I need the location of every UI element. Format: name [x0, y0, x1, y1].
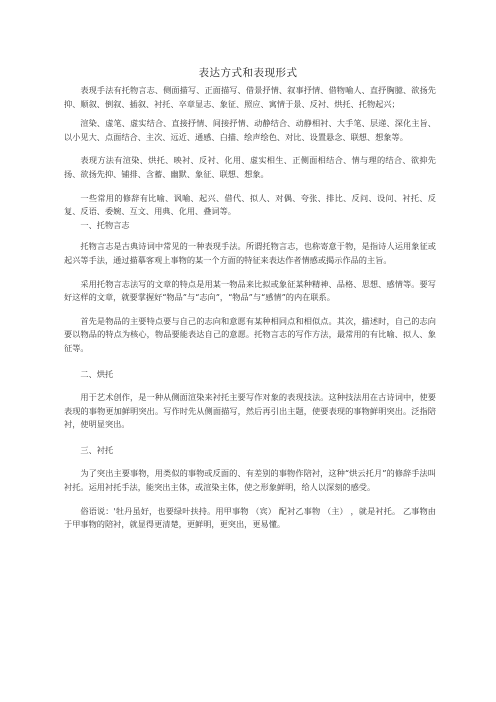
- heading-section-3: 三、衬托: [80, 444, 114, 455]
- paragraph-hongtuo: 用于艺术创作，是一种从侧面渲染来衬托主要写作对象的表现技法。这种技法用在古诗词中，使要表现的事物更加鲜明突出。写作时先从侧面描写，然后再引出主题，使要表现的事物鲜明突出。泛指陪衬，使明显突出。: [64, 392, 436, 430]
- heading-section-2: 二、烘托: [80, 368, 114, 379]
- paragraph-chentuo-proverb: 俗语说：'牡丹虽好，也要绿叶扶持。用甲事物 （宾） 配衬乙事物 （主） ，就是衬托。 乙事物由于甲事物的陪衬，就显得更清楚，更鲜明，更突出，更易懂。: [64, 505, 436, 530]
- paragraph-rhetoric: 一些常用的修辞有比喻、讽喻、起兴、借代、拟人、对偶、夸张、排比、反问、设问、衬托、反复、反语、委婉、互文、用典、化用、叠词等。: [64, 192, 436, 217]
- paragraph-tuowu-method: 首先是物品的主要特点要与自己的志向和意愿有某种相同点和相似点。其次，描述时，自己的志向要以物品的特点为核心，物品要能表达自己的意愿。托物言志的写作方法，最常用的有比喻、拟人、象征等。: [64, 315, 436, 353]
- paragraph-tuowu-features: 采用托物言志法写的文章的特点是用某一物品来比拟或象征某种精神、品格、思想、感情等。要写好这样的文章，就要掌握好“物品”与“志向”，“物品”与“感情”的内在联系。: [64, 278, 436, 303]
- paragraph-techniques: 表现手法有托物言志、侧面描写、正面描写、借景抒情、叙事抒情、借物喻人、直抒胸臆、欲扬先抑、顺叙、倒叙、插叙、衬托、卒章显志、象征、照应、寓情于景、反衬、烘托、托物起兴；: [64, 85, 436, 109]
- document-title: 表达方式和表现形式: [198, 67, 298, 79]
- paragraph-tuowu-definition: 托物言志是古典诗词中常见的一种表现手法。所谓托物言志，也称寄意于物，是指诗人运用象征或起兴等手法，通过描摹客观上事物的某一个方面的特征来表达作者情感或揭示作品的主旨。: [64, 241, 436, 265]
- document-body: [64, 84, 436, 542]
- paragraph-chentuo: 为了突出主要事物，用类似的事物或反面的、有差别的事物作陪衬，这种“烘云托月”的修辞手法叫衬托。运用衬托手法，能突出主体，或渲染主体，使之形象鲜明，给人以深刻的感受。: [64, 468, 436, 493]
- paragraph-methods: 表现方法有渲染、烘托、映衬、反衬、化用、虚实相生、正侧面相结合、情与理的结合、欲抑先扬、欲扬先抑、铺排、含蓄、幽默、象征、联想、想象。: [64, 155, 436, 179]
- heading-section-1: 一、托物言志: [80, 219, 130, 230]
- paragraph-techniques-continued: 渲染、虚笔、虚实结合、直接抒情、间接抒情、动静结合、动静相衬、大手笔、层递、深化主旨、以小见大、点面结合、主次、远近、通感、白描、绘声绘色、对比、设置悬念、联想、想象等。: [64, 118, 436, 142]
